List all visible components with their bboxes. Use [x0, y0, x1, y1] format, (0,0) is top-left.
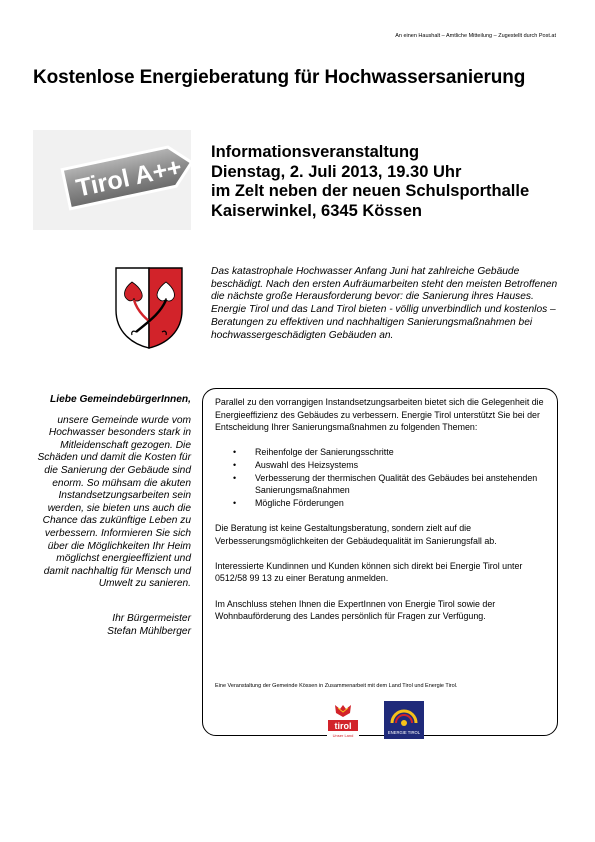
topic-item: • Verbesserung der thermischen Qualität des Gebäudes bei anstehenden Sanierungsmaßnahmen	[255, 472, 551, 497]
energie-logo-text: ENERGIE TIROL	[387, 730, 421, 735]
event-title: Informationsveranstaltung	[211, 143, 420, 161]
intro-paragraph: Das katastrophale Hochwasser Anfang Juni hat zahlreiche Gebäude beschädigt. Nach den ersten Aufräumarbeiten steht den meisten Betroffenen die nächste große Herausforderung bevor: die Sanierung ihres Hauses. Energie Tirol und das Land Tirol bieten - völlig unverbindlich und kostenlos – Beratungen zu effektiven und nachhaltigen Sanierungsmaßnahmen bei hochwassergeschädigten Gebäuden an.	[211, 266, 558, 341]
event-date: Dienstag, 2. Juli 2013, 19.30 Uhr	[211, 162, 462, 181]
tirol-logo-subtext: Unser Land	[332, 733, 354, 738]
page-title: Kostenlose Energieberatung für Hochwassersanierung	[33, 67, 526, 88]
info-box-content	[215, 396, 551, 635]
topic-item: • Reihenfolge der Sanierungsschritte	[255, 446, 551, 459]
letter-body: unsere Gemeinde wurde vom Hochwasser besonders stark in Mitleidenschaft gezogen. Die Schäden und damit die Kosten für die Sanierung der Gebäude sind enorm. So mühsam die akuten Instandsetzungsarbeiten sein werden, sie bieten uns auch die Chance das zukünftige Leben zu verbessern. Informieren Sie sich über die Möglichkeiten Ihr Heim möglichst energieeffizient und damit nachhaltig für Mensch und Umwelt zu sanieren.	[37, 414, 191, 590]
info-paragraph-scope: Die Beratung ist keine Gestaltungsberatung, sondern zielt auf die Verbesserungsmöglichkeiten der Gebäudequalität im Sanierungsfall ab.	[215, 522, 497, 546]
distribution-note: An einen Haushalt – Amtliche Mitteilung – Zugestellt durch Post.at	[395, 33, 556, 39]
letter-greeting: Liebe GemeindebürgerInnen,	[50, 394, 191, 405]
topic-list	[215, 446, 551, 509]
signature-role: Ihr Bürgermeister	[112, 612, 191, 624]
municipal-coat-of-arms-icon	[114, 266, 184, 350]
info-paragraph-experts: Im Anschluss stehen Ihnen die ExpertInnen von Energie Tirol sowie der Wohnbauförderung des Landes persönlich für Fragen zur Verfügung.	[215, 598, 496, 622]
land-tirol-logo-icon	[327, 703, 359, 739]
mayor-letter	[35, 394, 191, 638]
topic-item: • Auswahl des Heizsystems	[255, 459, 551, 472]
event-address: Kaiserwinkel, 6345 Kössen	[211, 201, 422, 220]
signature-name: Stefan Mühlberger	[107, 625, 191, 637]
tirol-logo-text: tirol	[334, 721, 352, 731]
badge-arrow-icon	[57, 137, 199, 216]
event-location: im Zelt neben der neuen Schulsporthalle	[211, 182, 530, 200]
info-paragraph-intro: Parallel zu den vorrangigen Instandsetzungsarbeiten bietet sich die Gelegenheit die Energieeffizienz des Gebäudes zu verbessern. Energie Tirol unterstützt Sie bei der Entscheidung Ihrer Sanierungsmaßnahmen zu folgenden Themen:	[215, 397, 544, 433]
event-details	[211, 143, 529, 221]
tirol-a-plus-badge	[33, 130, 191, 230]
energie-tirol-logo-icon	[384, 701, 424, 739]
badge-text: Tirol A++	[73, 153, 185, 203]
organizer-footnote: Eine Veranstaltung der Gemeinde Kössen in Zusammenarbeit mit dem Land Tirol und Energie Tirol.	[215, 683, 458, 689]
info-paragraph-contact: Interessierte Kundinnen und Kunden können sich direkt bei Energie Tirol unter 0512/58 99 13 zu einer Beratung anmelden.	[215, 560, 523, 584]
topic-item: • Mögliche Förderungen	[255, 497, 551, 510]
